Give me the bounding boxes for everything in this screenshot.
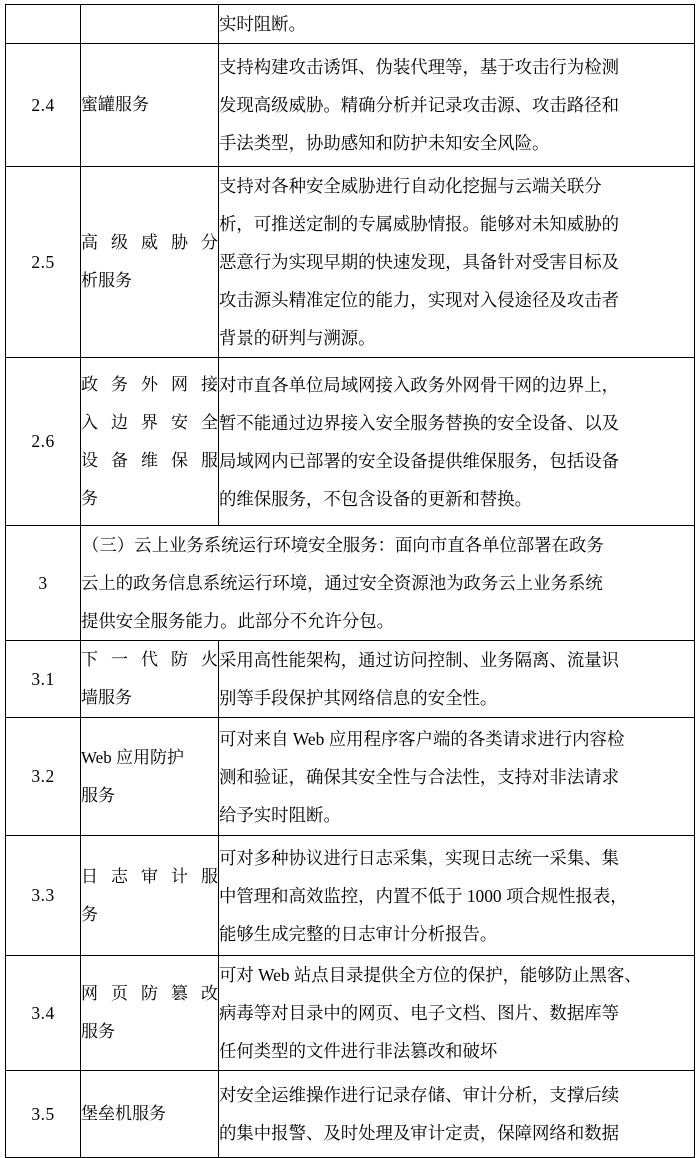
row-desc-cell [219, 718, 695, 836]
table-row [6, 167, 695, 358]
desc-line: 局域网内已部署的安全设备提供维保服务，包括设备 [219, 450, 619, 471]
row-number-cell: 3.3 [6, 836, 81, 956]
name-line: 高级威胁分 [81, 233, 218, 252]
name-line: 析服务 [81, 271, 132, 290]
row-desc-cell [219, 1071, 695, 1158]
name-line: 入边界安全 [81, 412, 218, 432]
row-number-cell: 3.1 [6, 641, 81, 718]
desc-line: 攻击源头精准定位的能力，实现对入侵途径及攻击者 [219, 290, 619, 310]
table-row [6, 956, 695, 1071]
desc-line: 手法类型，协助感知和防护未知安全风险。 [219, 133, 550, 153]
name-line: 日志审计服 [81, 866, 218, 886]
desc-line: 中管理和高效监控，内置不低于 1000 项合规性报表， [219, 885, 628, 906]
row-desc-cell [219, 5, 695, 44]
name-line: 服务 [81, 785, 115, 805]
table-row [6, 836, 695, 956]
table-row [6, 526, 695, 641]
name-line: 墙服务 [81, 688, 132, 707]
name-line: 网页防篡改 [81, 984, 218, 1003]
desc-line: 病毒等对目录中的网页、电子文档、图片、数据库等 [219, 1003, 619, 1023]
name-line: 堡垒机服务 [81, 1104, 166, 1123]
row-desc-cell [219, 167, 695, 358]
table-row [6, 44, 695, 167]
desc-line: 背景的研判与溯源。 [219, 328, 376, 348]
row-number-cell: 3 [6, 526, 81, 641]
desc-line: 支持构建攻击诱饵、伪装代理等，基于攻击行为检测 [219, 57, 619, 77]
desc-line: 任何类型的文件进行非法篡改和破坏 [219, 1041, 498, 1061]
table-row [6, 1071, 695, 1158]
row-name-cell [81, 358, 219, 526]
desc-line: 对市直各单位局域网接入政务外网骨干网的边界上， [219, 374, 619, 395]
desc-line: 测和验证，确保其安全性与合法性，支持对非法请求 [219, 766, 619, 787]
row-number-cell: 3.5 [6, 1071, 81, 1158]
row-number-cell: 2.4 [6, 44, 81, 167]
row-desc-cell [219, 44, 695, 167]
name-line: 蜜罐服务 [81, 95, 149, 114]
specification-table [5, 4, 695, 1158]
desc-line: 对安全运维操作进行记录存储、审计分析，支撑后续 [219, 1085, 619, 1105]
name-line: Web 应用防护 [81, 747, 184, 767]
desc-line: 析，可推送定制的专属威胁情报。能够对未知威胁的 [219, 214, 619, 234]
desc-line: 实时阻断。 [219, 14, 306, 34]
row-name-cell [81, 718, 219, 836]
name-line: 务 [81, 488, 98, 508]
row-desc-cell [219, 358, 695, 526]
desc-line: 可对多种协议进行日志采集，实现日志统一采集、集 [219, 847, 619, 868]
table-row [6, 641, 695, 718]
row-name-cell [81, 641, 219, 718]
desc-line: 采用高性能架构，通过访问控制、业务隔离、流量识 [219, 650, 619, 670]
name-line: 务 [81, 904, 98, 924]
row-name-cell [81, 167, 219, 358]
desc-line: 云上的政务信息系统运行环境，通过安全资源池为政务云上业务系统 [81, 573, 603, 593]
name-line: 服务 [81, 1022, 115, 1041]
table-row [6, 718, 695, 836]
desc-line: 支持对各种安全威胁进行自动化挖掘与云端关联分 [219, 176, 602, 196]
table-row [6, 358, 695, 526]
row-number-cell: 3.4 [6, 956, 81, 1071]
desc-line: 发现高级威胁。精确分析并记录攻击源、攻击路径和 [219, 95, 619, 115]
name-line: 政务外网接 [81, 374, 218, 394]
row-desc-cell [219, 836, 695, 956]
desc-line: 的集中报警、及时处理及审计定责，保障网络和数据 [219, 1123, 619, 1143]
row-desc-cell [219, 641, 695, 718]
name-line: 设备维保服 [81, 450, 218, 470]
row-desc-cell [219, 956, 695, 1071]
row-number-cell: 2.6 [6, 358, 81, 526]
desc-line: 的维保服务，不包含设备的更新和替换。 [219, 488, 533, 509]
row-name-cell [81, 44, 219, 167]
desc-line: 暂不能通过边界接入安全服务替换的安全设备、以及 [219, 412, 619, 433]
row-name-cell [81, 836, 219, 956]
row-number-cell [6, 5, 81, 44]
name-line: 下一代防火 [81, 650, 218, 669]
table-row [6, 5, 695, 44]
desc-line: （三）云上业务系统运行环境安全服务：面向市直各单位部署在政务 [82, 535, 604, 555]
desc-line: 恶意行为实现早期的快速发现，具备针对受害目标及 [219, 252, 619, 272]
row-number-cell: 2.5 [6, 167, 81, 358]
table-body [6, 5, 695, 1158]
desc-line: 能够生成完整的日志审计分析报告。 [219, 923, 498, 944]
row-number-cell: 3.2 [6, 718, 81, 836]
desc-line: 提供安全服务能力。此部分不允许分包。 [81, 611, 395, 631]
desc-line: 可对来自 Web 应用程序客户端的各类请求进行内容检 [219, 728, 625, 749]
desc-line: 别等手段保护其网络信息的安全性。 [219, 688, 498, 708]
row-merged-desc-cell [81, 526, 695, 641]
row-name-cell [81, 1071, 219, 1158]
row-name-cell [81, 956, 219, 1071]
desc-line: 给予实时阻断。 [219, 804, 341, 825]
desc-line: 可对 Web 站点目录提供全方位的保护，能够防止黑客、 [219, 965, 642, 985]
row-name-cell [81, 5, 219, 44]
